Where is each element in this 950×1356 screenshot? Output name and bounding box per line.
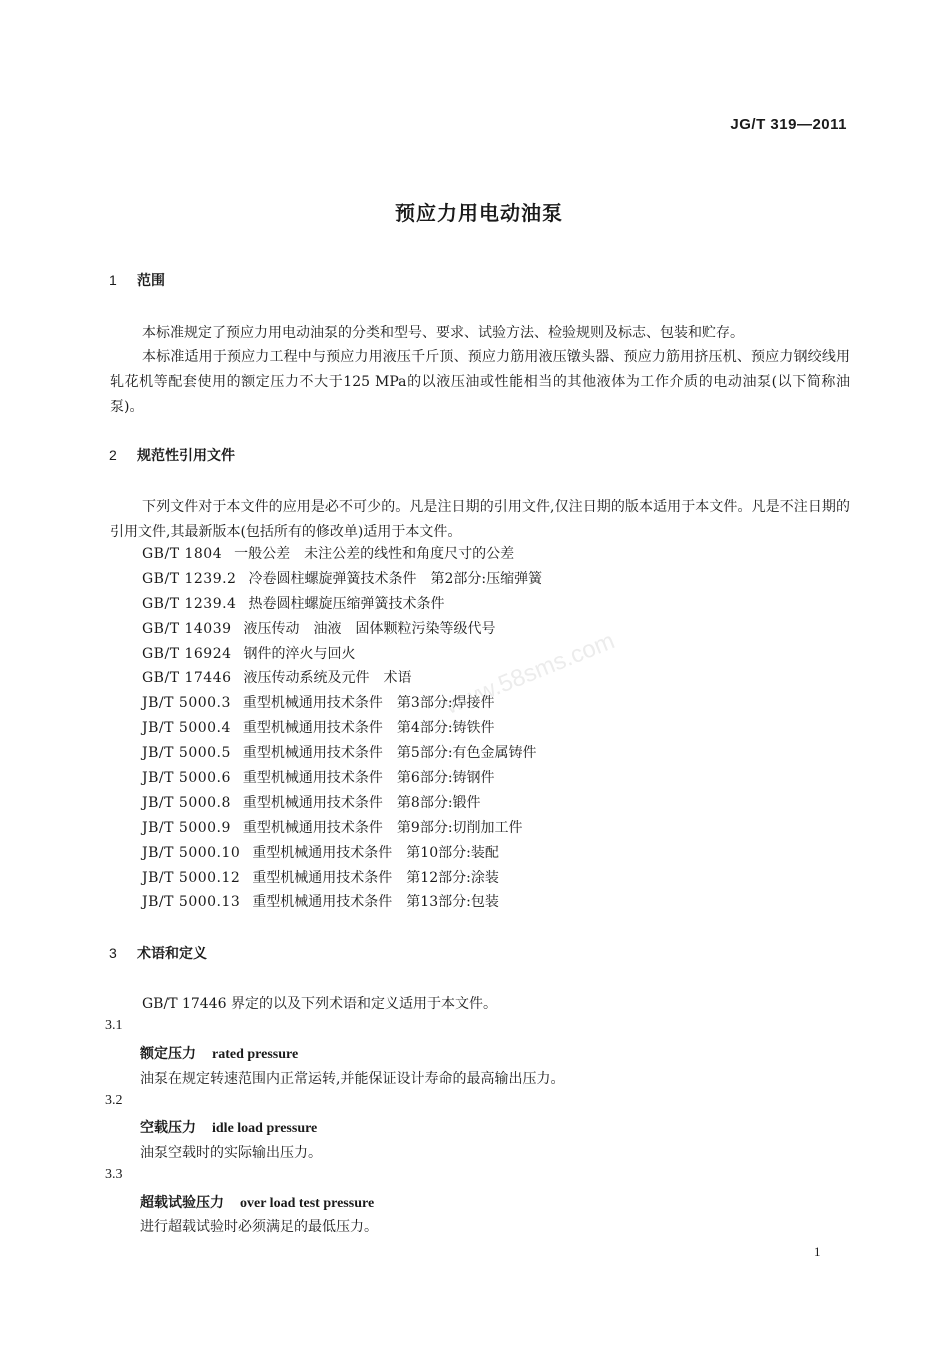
term-definition: 油泵在规定转速范围内正常运转,并能保证设计寿命的最高输出压力。 — [140, 1071, 565, 1087]
section-3-intro: GB/T 17446 界定的以及下列术语和定义适用于本文件。 — [142, 996, 497, 1012]
term-definition: 油泵空载时的实际输出压力。 — [140, 1145, 322, 1161]
term-name — [140, 1043, 298, 1063]
section-1-heading — [109, 270, 165, 290]
reference-code: GB/T 1804 — [142, 546, 223, 562]
document-title: 预应力用电动油泵 — [395, 201, 563, 225]
reference-item — [142, 816, 542, 841]
reference-code: JB/T 5000.10 — [142, 844, 241, 861]
section-2-heading — [109, 445, 235, 465]
term-number: 3.1 — [105, 1018, 123, 1033]
reference-title: 重型机械通用技术条件 第9部分:切削加工件 — [242, 819, 523, 836]
reference-title: 冷卷圆柱螺旋弹簧技术条件 第2部分:压缩弹簧 — [248, 570, 543, 587]
section-number: 1 — [109, 272, 117, 288]
reference-code: JB/T 5000.5 — [142, 745, 231, 762]
reference-title: 重型机械通用技术条件 第3部分:焊接件 — [242, 695, 495, 712]
reference-title: 热卷圆柱螺旋压缩弹簧技术条件 — [248, 595, 445, 612]
term-definition: 进行超载试验时必须满足的最低压力。 — [140, 1219, 378, 1235]
reference-title: 重型机械通用技术条件 第4部分:铸铁件 — [242, 720, 495, 737]
page-number: 1 — [814, 1244, 821, 1259]
reference-item — [142, 890, 542, 915]
section-title: 规范性引用文件 — [137, 448, 235, 464]
reference-title: 液压传动系统及元件 术语 — [243, 670, 412, 687]
section-1-paragraph-2: 本标准适用于预应力工程中与预应力用液压千斤顶、预应力筋用液压镦头器、预应力筋用挤压机、预应力钢绞线用轧花机等配套使用的额定压力不大于125 MPa的以液压油或性能相当的其他液体为工作介质的电动油泵(以下简称油泵)。 — [110, 349, 850, 415]
term-number: 3.3 — [105, 1167, 123, 1182]
reference-code: JB/T 5000.3 — [142, 695, 231, 712]
term-name-en: over load test pressure — [240, 1196, 375, 1211]
reference-item — [142, 841, 542, 866]
reference-code: JB/T 5000.9 — [142, 819, 231, 836]
section-1-paragraph-1: 本标准规定了预应力用电动油泵的分类和型号、要求、试验方法、检验规则及标志、包装和贮存。 — [142, 325, 744, 341]
term-name-en: idle load pressure — [212, 1121, 318, 1136]
reference-code: GB/T 17446 — [142, 670, 232, 687]
reference-code: JB/T 5000.6 — [142, 770, 231, 787]
term-name-zh: 超载试验压力 — [140, 1195, 224, 1211]
reference-title: 一般公差 未注公差的线性和角度尺寸的公差 — [234, 546, 515, 562]
standard-code: JG/T 319—2011 — [730, 116, 847, 133]
reference-item — [142, 592, 542, 617]
reference-title: 重型机械通用技术条件 第8部分:锻件 — [242, 794, 481, 811]
reference-code: GB/T 1239.4 — [142, 595, 237, 612]
reference-item — [142, 866, 542, 891]
reference-item — [142, 716, 542, 741]
reference-title: 重型机械通用技术条件 第13部分:包装 — [252, 894, 499, 911]
reference-item — [142, 741, 542, 766]
watermark: www.58sms.com — [441, 627, 619, 720]
term-name — [140, 1192, 374, 1212]
reference-item — [142, 567, 542, 592]
reference-code: JB/T 5000.8 — [142, 794, 231, 811]
reference-code: GB/T 14039 — [142, 620, 232, 637]
section-2-intro: 下列文件对于本文件的应用是必不可少的。凡是注日期的引用文件,仅注日期的版本适用于本文件。凡是不注日期的引用文件,其最新版本(包括所有的修改单)适用于本文件。 — [110, 499, 850, 540]
reference-title: 重型机械通用技术条件 第5部分:有色金属铸件 — [242, 745, 537, 762]
reference-item — [142, 617, 542, 642]
reference-title: 钢件的淬火与回火 — [243, 645, 356, 662]
reference-code: JB/T 5000.13 — [142, 894, 241, 911]
term-name-en: rated pressure — [212, 1047, 299, 1062]
reference-title: 重型机械通用技术条件 第10部分:装配 — [252, 844, 499, 861]
reference-item — [142, 642, 542, 667]
reference-item — [142, 691, 542, 716]
reference-list — [142, 542, 542, 915]
term-number: 3.2 — [105, 1093, 123, 1108]
section-number: 3 — [109, 945, 117, 961]
reference-title: 液压传动 油液 固体颗粒污染等级代号 — [243, 620, 496, 637]
reference-item — [142, 542, 542, 567]
section-number: 2 — [109, 447, 117, 463]
term-name-zh: 空载压力 — [140, 1120, 196, 1136]
reference-title: 重型机械通用技术条件 第6部分:铸钢件 — [242, 770, 495, 787]
reference-code: GB/T 16924 — [142, 645, 232, 662]
term-name — [140, 1117, 317, 1137]
reference-title: 重型机械通用技术条件 第12部分:涂装 — [252, 869, 499, 886]
reference-item — [142, 791, 542, 816]
term-name-zh: 额定压力 — [140, 1046, 196, 1062]
section-title: 范围 — [137, 273, 165, 289]
reference-code: GB/T 1239.2 — [142, 570, 237, 587]
section-3-heading — [109, 943, 207, 963]
reference-item — [142, 766, 542, 791]
reference-code: JB/T 5000.12 — [142, 869, 241, 886]
reference-item — [142, 666, 542, 691]
section-title: 术语和定义 — [137, 946, 207, 962]
reference-code: JB/T 5000.4 — [142, 720, 231, 737]
